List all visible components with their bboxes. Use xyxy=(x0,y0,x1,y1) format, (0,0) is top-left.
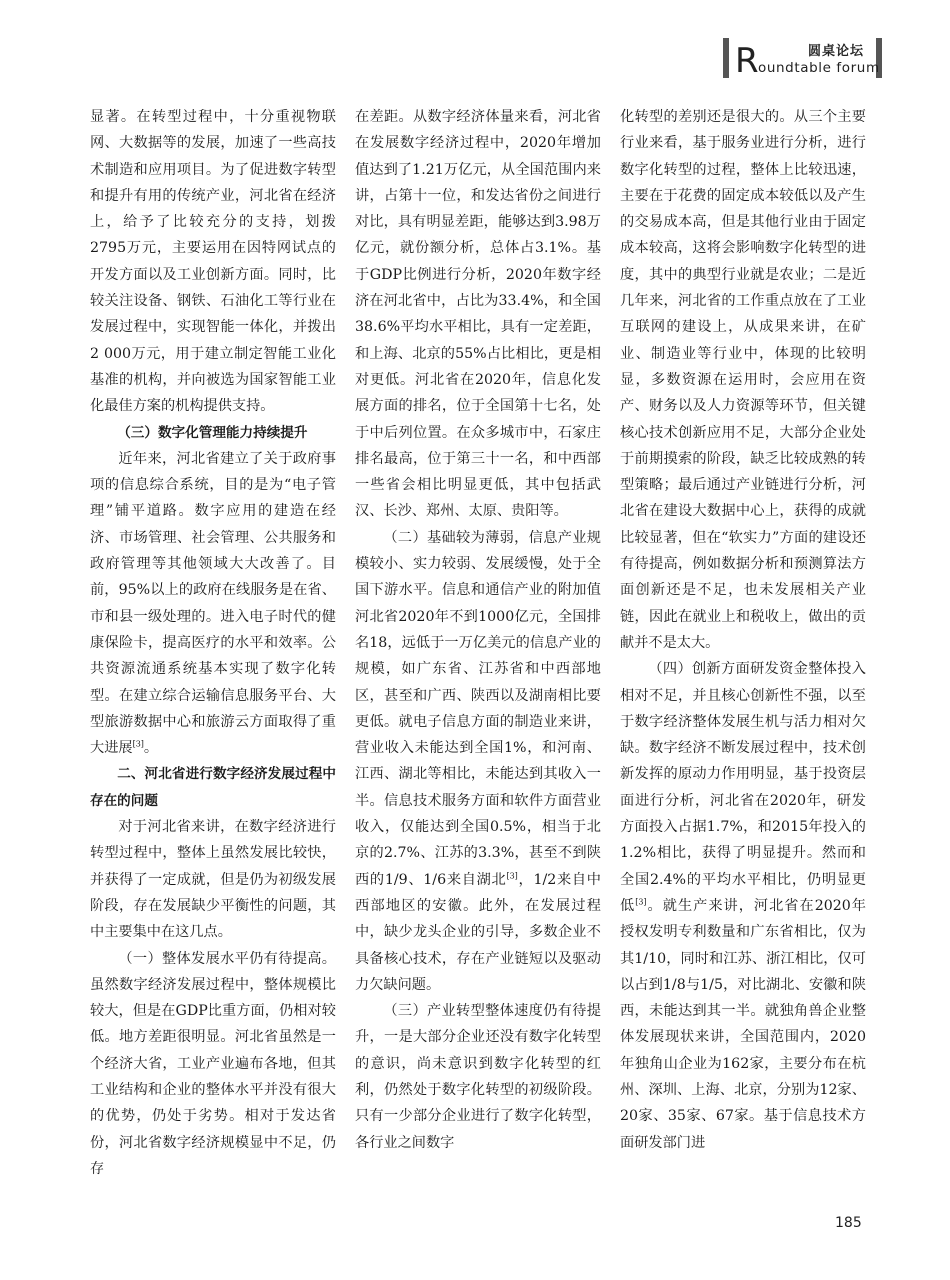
page-number: 185 xyxy=(835,1215,862,1231)
text-column-2 xyxy=(355,104,601,1156)
paragraph xyxy=(620,656,866,1156)
paragraph: 化转型的差别还是很大的。从三个主要行业来看，基于服务业进行分析，进行数字化转型的过程，整体上比较迅速，主要在于花费的固定成本较低以及产生的交易成本高，但是其他行业由于固定成本较高，这将会影响数字化转型的进度，其中的典型行业就是农业；二是近几年来，河北省的工作重点放在了工业互联网的建设上，从成果来讲，在矿业、制造业等行业中，体现的比较明显，多数资源在运用时，会应用在资产、财务以及人力资源等环节，但关键核心技术创新应用不足，大部分企业处于前期摸索的阶段，缺乏比较成熟的转型策略；最后通过产业链进行分析，河北省在建设大数据中心上，获得的成就比较显著，但在“软实力”方面的建设还有待提高，例如数据分析和预测算法方面创新还是不足，也未发展相关产业链，因此在就业上和税收上，做出的贡献并不是太大。 xyxy=(620,109,866,651)
text-column-1 xyxy=(90,104,336,1182)
paragraph-text-end: 。就生产来讲，河北省在2020年授权发明专利数量和广东省相比，仅为其1/10，同时和江苏、浙江相比，仅可以占到1/8与1/5，对比湖北、安徽和陕西，未能达到其一半。就独角兽企业整体发展现状来讲，全国范围内，2020年独角山企业为162家，主要分布在杭州、深圳、上海、北京，分别为12家、20家、35家、67家。基于信息技术方面研发部门进 xyxy=(620,897,866,1151)
citation-ref: [3] xyxy=(635,897,647,907)
paragraph xyxy=(355,525,601,998)
paragraph: 在差距。从数字经济体量来看，河北省在发展数字经济过程中，2020年增加值达到了1.21万亿元，从全国范围内来讲，占第十一位，和发达省份之间进行对比，具有明显差距，能够达到3.98万亿元，就份额分析，总体占3.1%。基于GDP比例进行分析，2020年数字经济在河北省中，占比为33.4%，和全国38.6%平均水平相比，具有一定差距，和上海、北京的55%占比相比，更是相对更低。河北省在2020年，信息化发展方面的排名，位于全国第十七名，处于中后列位置。在众多城市中，石家庄排名最高，位于第三十一名，和中西部一些省会相比明显更低，其中包括武汉、长沙、郑州、太原、贵阳等。 xyxy=(355,109,601,520)
paragraph-text-end: ，1/2来自中西部地区的安徽。此外，在发展过程中，缺少龙头企业的引导，多数企业不具备核心技术，存在产业链短以及驱动力欠缺问题。 xyxy=(355,871,601,993)
citation-ref: [3] xyxy=(506,870,518,880)
paragraph-text: 近年来，河北省建立了关于政府事项的信息综合系统，目的是为“电子管理”铺平道路。数字应用的建造在经济、市场管理、社会管理、公共服务和政府管理等其他领域大大改善了。目前，95%以上的政府在线服务是在省、市和县一级处理的。进入电子时代的健康保险卡，提高医疗的水平和效率。公共资源流通系统基本实现了数字化转型。在建立综合运输信息服务平台、大型旅游数据中心和旅游云方面取得了重大进展 xyxy=(90,450,336,757)
section-title-en: oundtable forum xyxy=(758,60,880,76)
paragraph: 对于河北省来讲，在数字经济进行转型过程中，整体上虽然发展比较快，并获得了一定成就，但是仍为初级发展阶段，存在发展缺少平衡性的问题，其中主要集中在这几点。 xyxy=(90,819,336,941)
paragraph: （一）整体发展水平仍有待提高。虽然数字经济发展过程中，整体规模比较大，但是在GDP比重方面，仍相对较低。地方差距很明显。河北省虽然是一个经济大省，工业产业遍布各地，但其工业结构和企业的整体水平并没有很大的优势，仍处于劣势。相对于发达省份，河北省数字经济规模显中不足，仍存 xyxy=(90,950,336,1177)
citation-ref: [3] xyxy=(132,739,144,749)
paragraph-text: （二）基础较为薄弱，信息产业规模较小、实力较弱、发展缓慢，处于全国下游水平。信息和通信产业的附加值河北省2020年不到1000亿元，全国排名18，远低于一万亿美元的信息产业的规模，如广东省、江苏省和中西部地区，甚至和广西、陕西以及湖南相比要更低。就电子信息方面的制造业来讲，营业收入未能达到全国1%，和河南、江西、湖北等相比，未能达到其收入一半。信息技术服务方面和软件方面营业收入，仅能达到全国0.5%，相当于北京的2.7%、江苏的3.3%，甚至不到陕西的1/9、1/6来自湖北 xyxy=(355,529,601,888)
section-heading: 二、河北省进行数字经济发展过程中存在的问题 xyxy=(90,766,336,809)
paragraph xyxy=(90,446,336,762)
subsection-heading: （三）数字化管理能力持续提升 xyxy=(117,424,308,441)
paragraph-text-end: 。 xyxy=(143,740,159,757)
section-title-cn: 圆桌论坛 xyxy=(808,44,865,59)
paragraph: （三）产业转型整体速度仍有待提升，一是大部分企业还没有数字化转型的意识，尚未意识到数字化转型的红利，仍然处于数字化转型的初级阶段。只有一少部分企业进行了数字化转型，各行业之间数字 xyxy=(355,1003,601,1151)
text-column-3 xyxy=(620,104,866,1156)
paragraph: 显著。在转型过程中，十分重视物联网、大数据等的发展，加速了一些高技术制造和应用项目。为了促进数字转型和提升有用的传统产业，河北省在经济上，给予了比较充分的支持，划拨2795万元，主要运用在因特网试点的开发方面以及工业创新方面。同时，比较关注设备、钢铁、石油化工等行业在发展过程中，实现智能一体化，并拨出2 000万元，用于建立制定智能工业化基准的机构，并向被选为国家智能工业化最佳方案的机构提供支持。 xyxy=(90,109,336,415)
paragraph-text: （四）创新方面研发资金整体投入相对不足，并且核心创新性不强，以至于数字经济整体发展生机与活力相对欠缺。数字经济不断发展过程中，技术创新发挥的原动力作用明显，基于投资层面进行分析，河北省在2020年，研发方面投入占据1.7%，和2015年投入的1.2%相比，获得了明显提升。然而和全国2.4%的平均水平相比，仍明显更低 xyxy=(620,661,866,914)
header-bar-left xyxy=(723,38,729,78)
section-title-initial: R xyxy=(735,41,759,81)
